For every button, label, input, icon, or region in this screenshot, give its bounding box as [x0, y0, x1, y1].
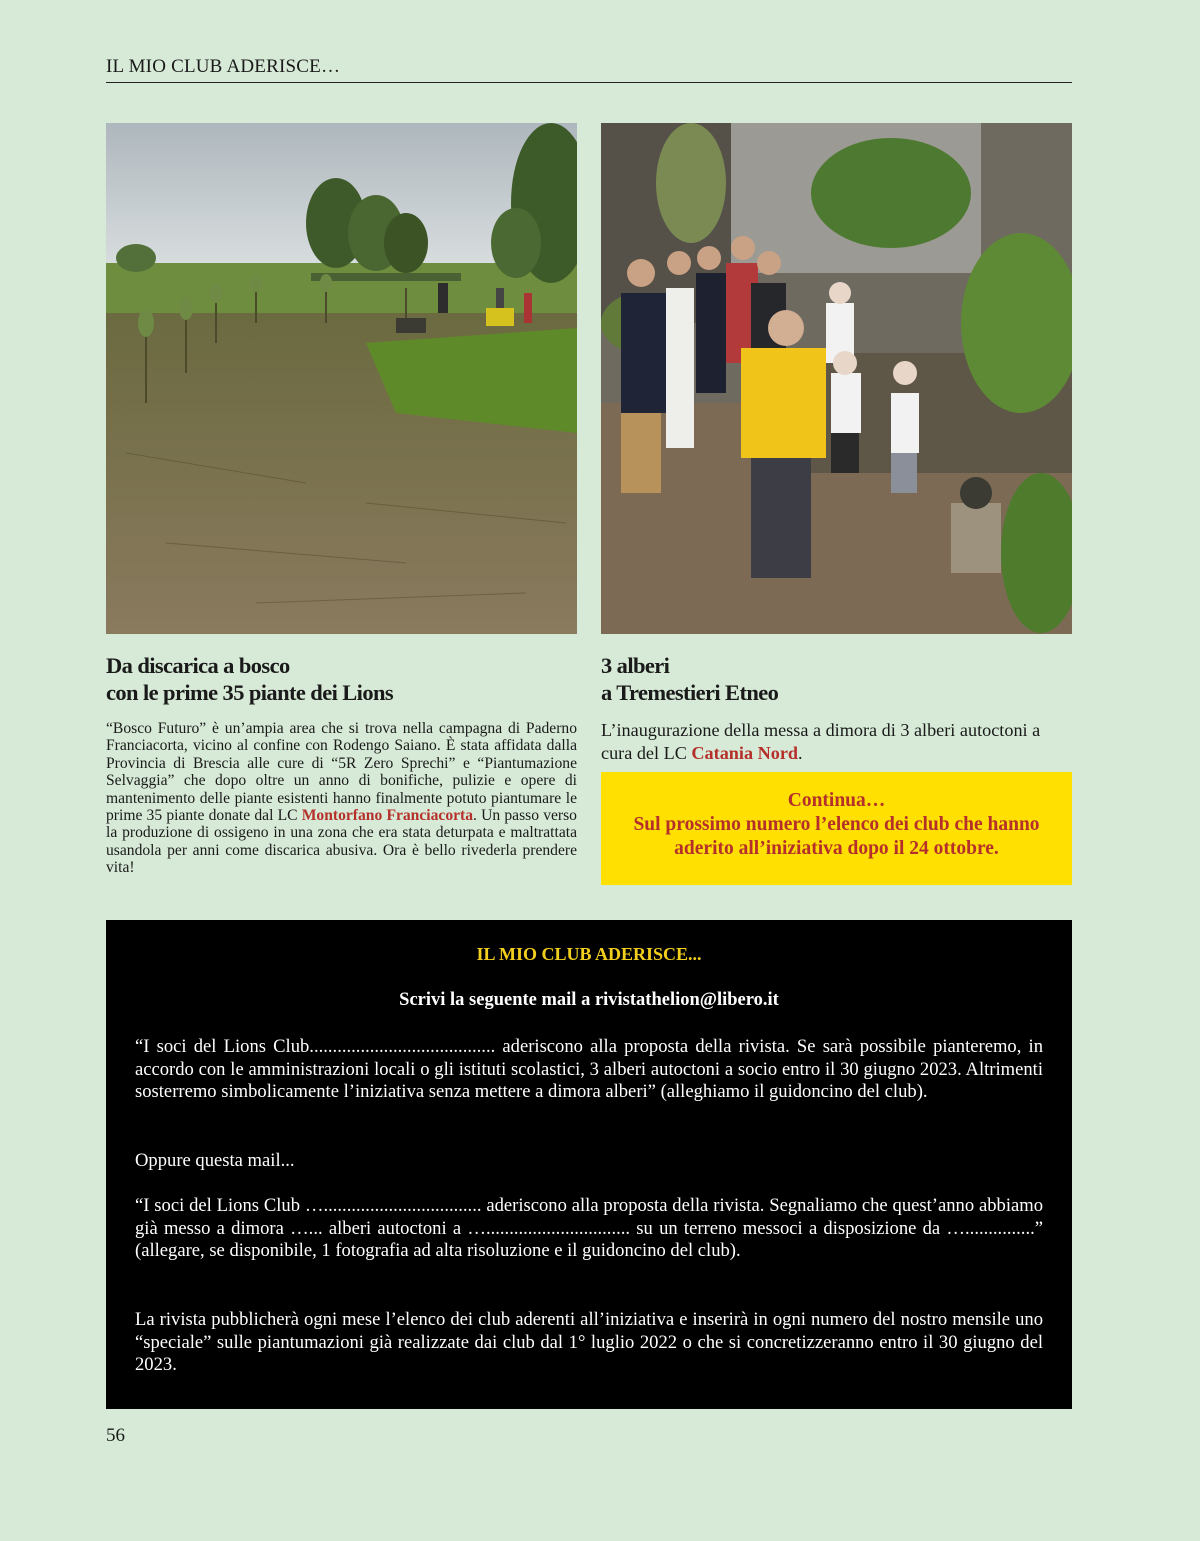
- club-name: Montorfano Franciacorta: [301, 807, 474, 825]
- section-header: IL MIO CLUB ADERISCE…: [106, 56, 1072, 83]
- info-paragraph-1: “I soci del Lions Club........................................ aderiscono alla proposta della rivista. Se sarà possibile pianteremo, in accordo con le amministrazioni locali o gli istituti scolastici, 3 alberi autoctoni a socio entro il 30 giugno 2023. Altrimenti sosterremo simbolicamente l’iniziativa senza mettere a dimora alberi” (alleghiamo il guidoncino del club).: [135, 1036, 1043, 1103]
- info-paragraph-3: “I soci del Lions Club ….................................. aderiscono alla proposta della rivista. Segnaliamo che quest’anno abbiamo già messo a dimora …... alberi autoctoni a …............................... su un terreno messoci a disposizione da …...............” (allegare, se disponibile, 1 fotografia ad alta risoluzione e il guidoncino del club).: [135, 1195, 1043, 1262]
- body-text: L’inaugurazione della messa a dimora di 3 alberi autoctoni a cura del LC: [601, 720, 1041, 763]
- title-line-1: Da discarica a bosco: [106, 653, 290, 678]
- body-text: . Un passo verso la produzione di ossigeno in una zona che era stata deturpata e maltrattata usandola per anni come discarica abusiva. Ora è bello rivederla prendere vita!: [106, 807, 577, 877]
- continua-line-2: Sul prossimo numero l’elenco dei club che hanno: [633, 814, 1040, 835]
- article-body-bosco: [106, 720, 577, 877]
- continua-line-3: aderito all’iniziativa dopo il 24 ottobre.: [674, 838, 999, 859]
- article-title-tremestieri: [601, 652, 1072, 706]
- info-box-title: IL MIO CLUB ADERISCE...: [476, 944, 702, 964]
- title-line-1: 3 alberi: [601, 653, 670, 678]
- continua-line-1: Continua…: [787, 790, 886, 811]
- article-body-tremestieri: [601, 719, 1072, 764]
- info-paragraph-2: Oppure questa mail...: [135, 1150, 295, 1171]
- club-name: Catania Nord: [691, 742, 799, 763]
- page-number: 56: [106, 1425, 125, 1446]
- body-text: “Bosco Futuro” è un’ampia area che si trova nella campagna di Paderno Franciacorta, vicino al confine con Rodengo Saiano. È stata affidata dalla Provincia di Brescia alle cure di “5R Zero Sprechi” e “Piantumazione Selvaggia” che dopo oltre un anno di bonifiche, pulizie e opere di mantenimento delle piante esistenti hanno finalmente potuto piantumare le prime 35 piante donate dal LC: [106, 720, 577, 825]
- photo-bosco-futuro: [106, 123, 577, 634]
- article-title-bosco: [106, 652, 577, 706]
- info-box: [106, 920, 1072, 1409]
- body-text: .: [798, 742, 803, 763]
- info-paragraph-4: La rivista pubblicherà ogni mese l’elenco dei club aderenti all’iniziativa e inserirà in ogni numero del nostro mensile uno “speciale” sulle piantumazioni già realizzate dai club dal 1° luglio 2022 o che si concretizzeranno entro il 30 giugno del 2023.: [135, 1309, 1043, 1376]
- info-box-subtitle: Scrivi la seguente mail a rivistathelion@libero.it: [399, 990, 779, 1010]
- photo-tremestieri-etneo: [601, 123, 1072, 634]
- title-line-2: a Tremestieri Etneo: [601, 680, 779, 705]
- continua-box: [601, 772, 1072, 885]
- title-line-2: con le prime 35 piante dei Lions: [106, 680, 394, 705]
